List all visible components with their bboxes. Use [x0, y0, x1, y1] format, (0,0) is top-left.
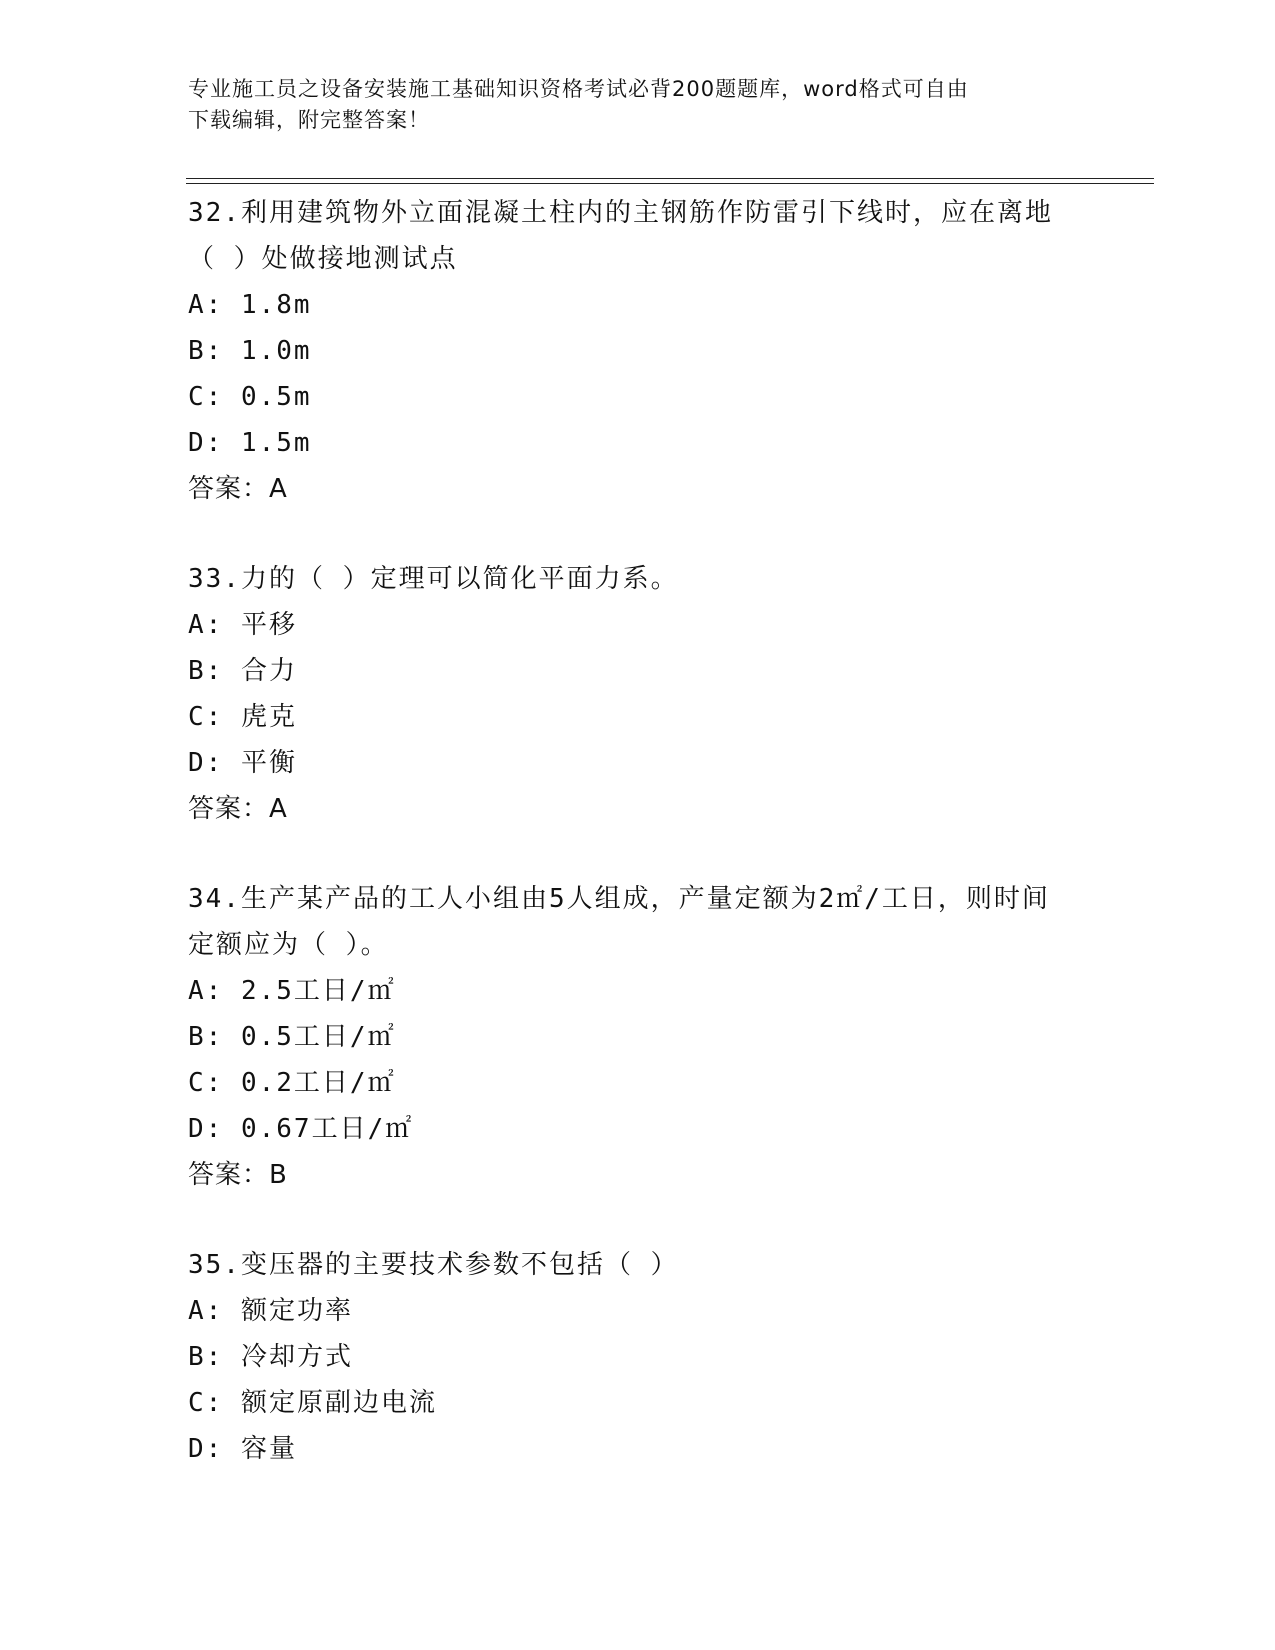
question-32 [188, 190, 1148, 512]
option-b: B: 合力 [188, 656, 297, 686]
option-a: A: 平移 [188, 610, 297, 640]
option-a: A: 额定功率 [188, 1296, 353, 1326]
question-stem-line-1: 34.生产某产品的工人小组由5人组成，产量定额为2㎡/工日，则时间 [188, 884, 1050, 914]
option-a: A: 2.5工日/㎡ [188, 976, 396, 1006]
question-stem-line-1: 35.变压器的主要技术参数不包括（ ） [188, 1250, 679, 1280]
answer: 答案：B [188, 1160, 288, 1190]
option-d: D: 容量 [188, 1434, 297, 1464]
header-divider-top [186, 178, 1154, 179]
option-b: B: 0.5工日/㎡ [188, 1022, 396, 1052]
header-divider-bottom [186, 183, 1154, 184]
question-33 [188, 556, 1148, 832]
option-b: B: 冷却方式 [188, 1342, 353, 1372]
option-b: B: 1.0m [188, 336, 312, 366]
question-stem-line-1: 32.利用建筑物外立面混凝土柱内的主钢筋作防雷引下线时，应在离地 [188, 198, 1053, 228]
option-c: C: 0.2工日/㎡ [188, 1068, 396, 1098]
header-line-1: 专业施工员之设备安装施工基础知识资格考试必背200题题库，word格式可自由 [188, 77, 969, 101]
option-d: D: 平衡 [188, 748, 297, 778]
option-c: C: 额定原副边电流 [188, 1388, 437, 1418]
answer: 答案：A [188, 474, 288, 504]
option-d: D: 1.5m [188, 428, 312, 458]
option-c: C: 虎克 [188, 702, 297, 732]
answer: 答案：A [188, 794, 288, 824]
document-header [188, 74, 1088, 136]
question-35 [188, 1242, 1148, 1472]
question-stem-line-2: （ ）处做接地测试点 [188, 244, 458, 274]
option-d: D: 0.67工日/㎡ [188, 1114, 414, 1144]
question-stem-line-2: 定额应为（ ）。 [188, 930, 389, 960]
option-a: A: 1.8m [188, 290, 312, 320]
question-34 [188, 876, 1148, 1198]
option-c: C: 0.5m [188, 382, 312, 412]
question-stem-line-1: 33.力的（ ）定理可以简化平面力系。 [188, 564, 679, 594]
header-line-2: 下载编辑，附完整答案！ [188, 108, 430, 132]
question-list [188, 190, 1148, 1472]
